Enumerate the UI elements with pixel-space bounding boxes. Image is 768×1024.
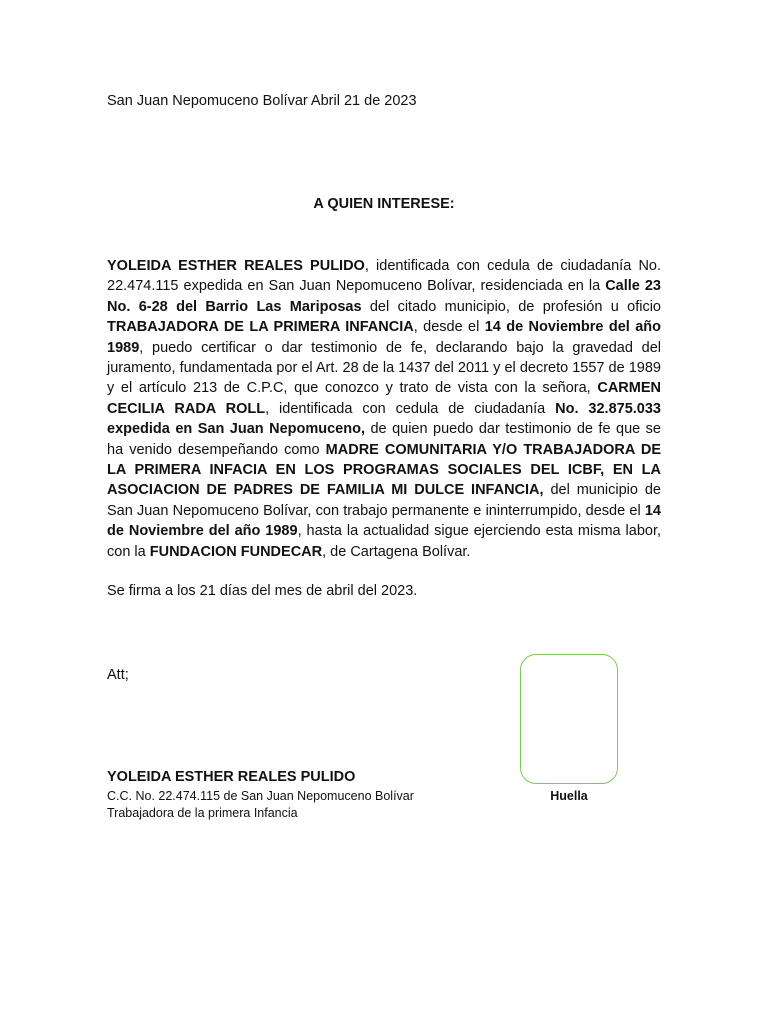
body-text-segment: , de Cartagena Bolívar. [322, 543, 471, 560]
closing-line: Se firma a los 21 días del mes de abril del 2023. [107, 583, 418, 599]
start-date-repeat: 14 de Noviembre del año 1989 [107, 502, 661, 540]
letter-heading: A QUIEN INTERESE: [313, 196, 455, 212]
body-text-segment: de quien puedo dar testimonio de fe que se ha venido desempeñando como [107, 421, 661, 458]
body-text-segment: , hasta la actualidad sigue ejerciendo esta misma labor, con la [107, 523, 662, 560]
occupation: TRABAJADORA DE LA PRIMERA INFANCIA [107, 319, 414, 336]
body-text-segment: , identificada con cedula de ciudadanía [265, 400, 556, 417]
subject-name: CARMEN CECILIA RADA ROLL [107, 380, 661, 417]
date-line: San Juan Nepomuceno Bolívar Abril 21 de 2023 [107, 93, 417, 109]
body-text-segment: , identificada con cedula de ciudadanía No. 22.474.115 expedida en San Juan Nepomuceno Bolívar, residenciada en la [107, 258, 662, 295]
letter-body [107, 256, 661, 562]
fingerprint-box [520, 654, 618, 784]
body-text-segment: del municipio de San Juan Nepomuceno Bolívar, con trabajo permanente e ininterrumpido, desde el [107, 482, 661, 519]
subject-id: No. 32.875.033 expedida en San Juan Nepomuceno, [107, 400, 661, 438]
foundation-name: FUNDACION FUNDECAR [149, 543, 323, 560]
body-text-segment: , puedo certificar o dar testimonio de fe, declarando bajo la gravedad del juramento, fundamentada por el Art. 28 de la 1437 del 2011 y el decreto 1557 de 1989 y el artículo 213 de C.P.C, que conozco y trato de vista con la señora, [107, 339, 661, 397]
address: Calle 23 No. 6-28 del Barrio Las Mariposas [107, 278, 661, 315]
person-name: YOLEIDA ESTHER REALES PULIDO [107, 258, 365, 274]
subject-role: MADRE COMUNITARIA Y/O TRABAJADORA DE LA PRIMERA INFACIA EN LOS PROGRAMAS SOCIALES DEL ICBF, EN LA ASOCIACION DE PADRES DE FAMILIA MI DULCE INFANCIA, [107, 441, 661, 499]
signer-id-line: C.C. No. 22.474.115 de San Juan Nepomuceno Bolívar [107, 789, 414, 803]
fingerprint-label: Huella [550, 789, 588, 803]
signer-role-line: Trabajadora de la primera Infancia [107, 806, 298, 820]
body-text-segment: del citado municipio, de profesión u oficio [361, 298, 661, 315]
signer-name: YOLEIDA ESTHER REALES PULIDO [107, 769, 356, 785]
start-date: 14 de Noviembre del año 1989 [107, 319, 661, 356]
body-text-segment: , desde el [413, 319, 485, 336]
att-line: Att; [107, 667, 129, 683]
